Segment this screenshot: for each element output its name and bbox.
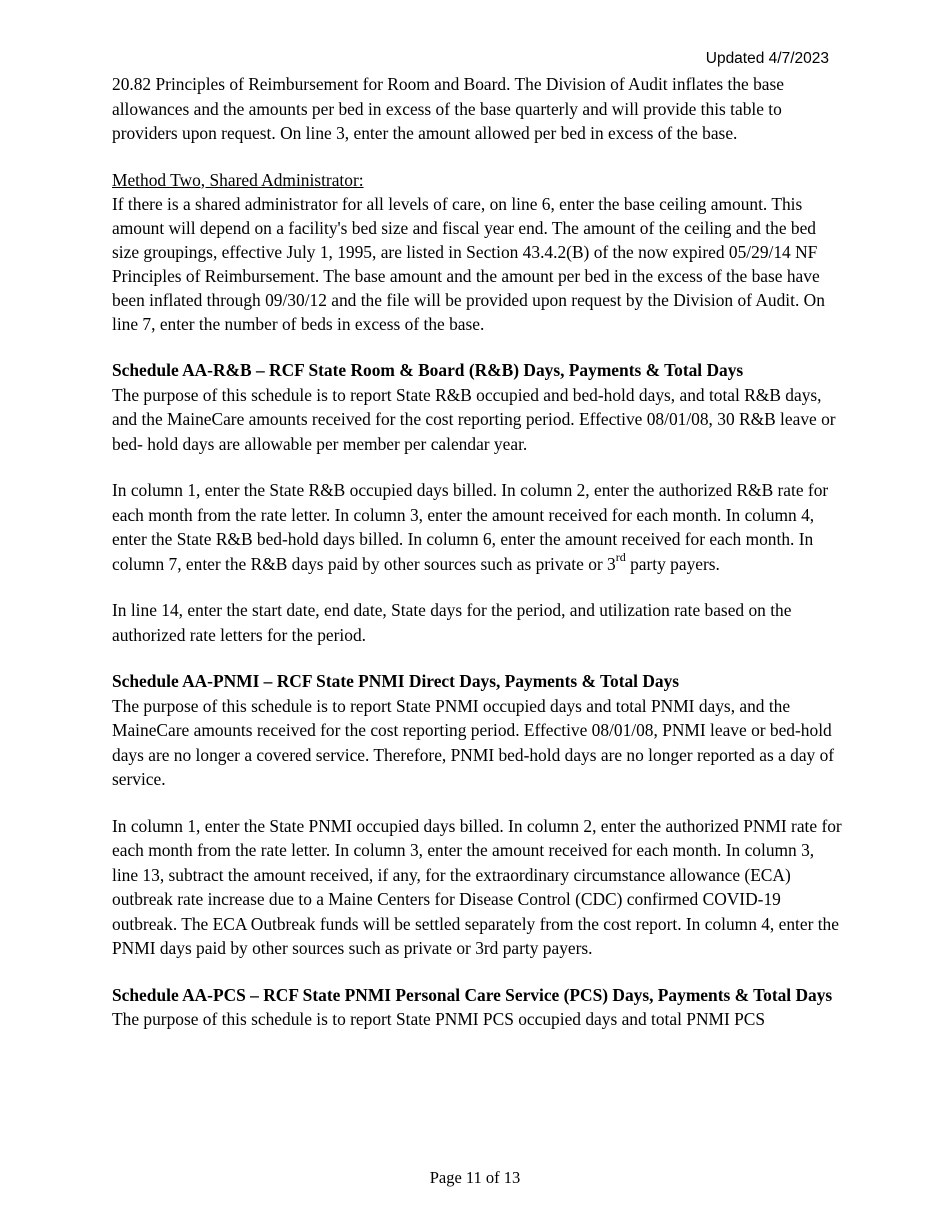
intro-paragraph: 20.82 Principles of Reimbursement for Room and Board. The Division of Audit inflates the base allowances and the amounts per bed in excess of the base quarterly and will provide this table to providers upon request. On line 3, enter the amount allowed per bed in excess of the base. xyxy=(112,74,785,143)
ordinal-superscript: rd xyxy=(615,549,626,564)
method-two-heading: Method Two, Shared Administrator: xyxy=(112,169,364,190)
schedule-rb-columns-tail: party payers. xyxy=(625,553,720,574)
schedule-pnmi-purpose: The purpose of this schedule is to report State PNMI occupied days and total PNMI days, and the MaineCare amounts received for the cost reporting period. Effective 08/01/08, PNMI leave or bed-hold days are no longer a covered service. Therefore, PNMI bed-hold days are no longer reported as a day of service. xyxy=(112,695,835,789)
schedule-rb-purpose: The purpose of this schedule is to report State R&B occupied and bed-hold days, and total R&B days, and the MaineCare amounts received for the cost reporting period. Effective 08/01/08, 30 R&B leave or bed- hold days are allowable per member per calendar year. xyxy=(112,384,836,454)
page-number: Page 11 of 13 xyxy=(429,1168,521,1187)
schedule-pnmi-heading: Schedule AA-PNMI – RCF State PNMI Direct Days, Payments & Total Days xyxy=(112,671,680,691)
schedule-rb-line14: In line 14, enter the start date, end date, State days for the period, and utilization rate based on the authorized rate letters for the period. xyxy=(112,600,792,645)
schedule-pcs-heading: Schedule AA-PCS – RCF State PNMI Personal Care Service (PCS) Days, Payments & Total Days xyxy=(112,984,833,1005)
schedule-pcs-purpose: The purpose of this schedule is to report State PNMI PCS occupied days and total PNMI PCS xyxy=(112,1009,766,1029)
method-two-paragraph: If there is a shared administrator for all levels of care, on line 6, enter the base ceiling amount. This amount will depend on a facility's bed size and fiscal year end. The amount of the ceiling and the bed size groupings, effective July 1, 1995, are listed in Section 43.4.2(B) of the now expired 05/29/14 NF Principles of Reimbursement. The base amount and the amount per bed in the excess of the base have been inflated through 09/30/12 and the file will be provided upon request by the Division of Audit. On line 7, enter the number of beds in excess of the base. xyxy=(112,194,825,334)
document-body xyxy=(112,72,842,1032)
updated-date: Updated 4/7/2023 xyxy=(705,50,829,67)
schedule-rb-heading: Schedule AA-R&B – RCF State Room & Board (R&B) Days, Payments & Total Days xyxy=(112,360,744,380)
schedule-rb-columns-text: In column 1, enter the State R&B occupied days billed. In column 2, enter the authorized R&B rate for each month from the rate letter. In column 3, enter the amount received for each month. In column 4, enter the State R&B bed-hold days billed. In column 6, enter the amount received for each month. In column 7, enter the R&B days paid by other sources such as private or 3 xyxy=(112,480,829,574)
schedule-pnmi-columns: In column 1, enter the State PNMI occupied days billed. In column 2, enter the authorized PNMI rate for each month from the rate letter. In column 3, enter the amount received for each month. In column 3, line 13, subtract the amount received, if any, for the extraordinary circumstance allowance (ECA) outbreak rate increase due to a Maine Centers for Disease Control (CDC) confirmed COVID-19 outbreak. The ECA Outbreak funds will be settled separately from the cost report. In column 4, enter the PNMI days paid by other sources such as private or 3rd party payers. xyxy=(112,815,842,958)
schedule-rb-columns-paragraph xyxy=(112,478,842,576)
